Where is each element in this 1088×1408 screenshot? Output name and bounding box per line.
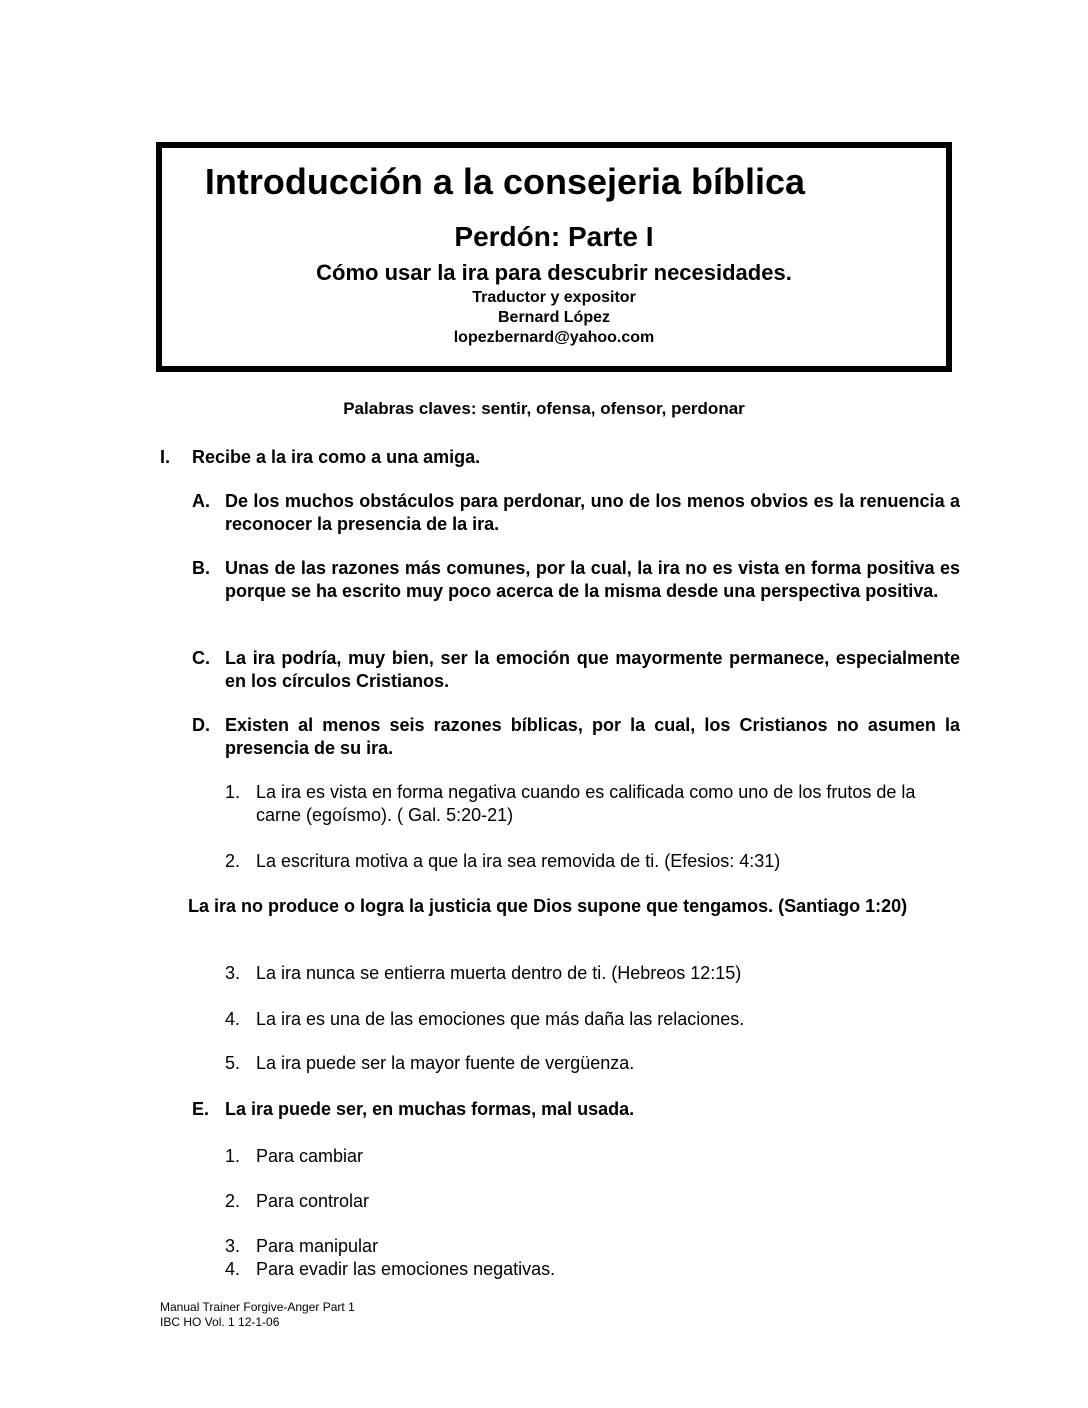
author-name: Bernard López [497, 309, 610, 326]
item-c-label: C. [192, 648, 210, 668]
item-c-text: La ira podría, muy bien, ser la emoción que mayormente permanece, especialmente en los círculos Cristianos. [225, 648, 960, 691]
item-e3-label: 3. [225, 1236, 241, 1256]
keywords-line: Palabras claves: sentir, ofensa, ofensor, perdonar [343, 399, 745, 418]
item-d3-text: La ira nunca se entierra muerta dentro de ti. (Hebreos 12:15) [256, 963, 742, 983]
item-d1-label: 1. [225, 782, 241, 802]
part-heading: Perdón: Parte I [454, 221, 654, 252]
item-e1-label: 1. [225, 1146, 241, 1166]
footer-line-2: IBC HO Vol. 1 12-1-06 [160, 1315, 280, 1329]
subtitle: Cómo usar la ira para descubrir necesidades. [316, 260, 792, 285]
item-d3-label: 3. [225, 963, 241, 983]
item-e4-text: Para evadir las emociones negativas. [256, 1259, 556, 1279]
item-d2-label: 2. [225, 851, 241, 871]
item-a-label: A. [192, 491, 210, 511]
section-1-label: I. [160, 447, 171, 467]
item-d4-label: 4. [225, 1009, 241, 1029]
translator-role: Traductor y expositor [472, 289, 636, 306]
title-box [156, 142, 952, 372]
item-e-label: E. [192, 1099, 210, 1119]
item-d5-text: La ira puede ser la mayor fuente de vergüenza. [256, 1053, 635, 1073]
item-e4-label: 4. [225, 1259, 241, 1279]
item-a-text: De los muchos obstáculos para perdonar, uno de los menos obvios es la renuencia a reconocer la presencia de la ira. [225, 491, 960, 534]
footer-line-1: Manual Trainer Forgive-Anger Part 1 [160, 1300, 355, 1314]
author-email: lopezbernard@yahoo.com [453, 329, 655, 346]
item-e-text: La ira puede ser, en muchas formas, mal usada. [225, 1099, 635, 1119]
document-title: Introducción a la consejeria bíblica [204, 161, 806, 202]
item-d-label: D. [192, 715, 210, 735]
item-d4-text: La ira es una de las emociones que más daña las relaciones. [256, 1009, 745, 1029]
item-d-text: Existen al menos seis razones bíblicas, por la cual, los Cristianos no asumen la presencia de su ira. [225, 715, 960, 758]
item-b-text: Unas de las razones más comunes, por la cual, la ira no es vista en forma positiva es porque se ha escrito muy poco acerca de la misma desde una perspectiva positiva. [225, 558, 960, 601]
item-e3-text: Para manipular [256, 1236, 379, 1256]
section-1-title: Recibe a la ira como a una amiga. [192, 447, 481, 467]
item-e1-text: Para cambiar [256, 1146, 364, 1166]
footer [160, 1300, 355, 1330]
item-b-label: B. [192, 558, 210, 578]
item-e2-label: 2. [225, 1191, 241, 1211]
item-d1-text: La ira es vista en forma negativa cuando es calificada como uno de los frutos de la carne (egoísmo). ( Gal. 5:20-21) [256, 782, 916, 825]
item-d5-label: 5. [225, 1053, 241, 1073]
item-e2-text: Para controlar [256, 1191, 370, 1211]
item-d2-text: La escritura motiva a que la ira sea removida de ti. (Efesios: 4:31) [256, 851, 781, 871]
note-paragraph: La ira no produce o logra la justicia que Dios supone que tengamos. (Santiago 1:20) [188, 896, 908, 916]
